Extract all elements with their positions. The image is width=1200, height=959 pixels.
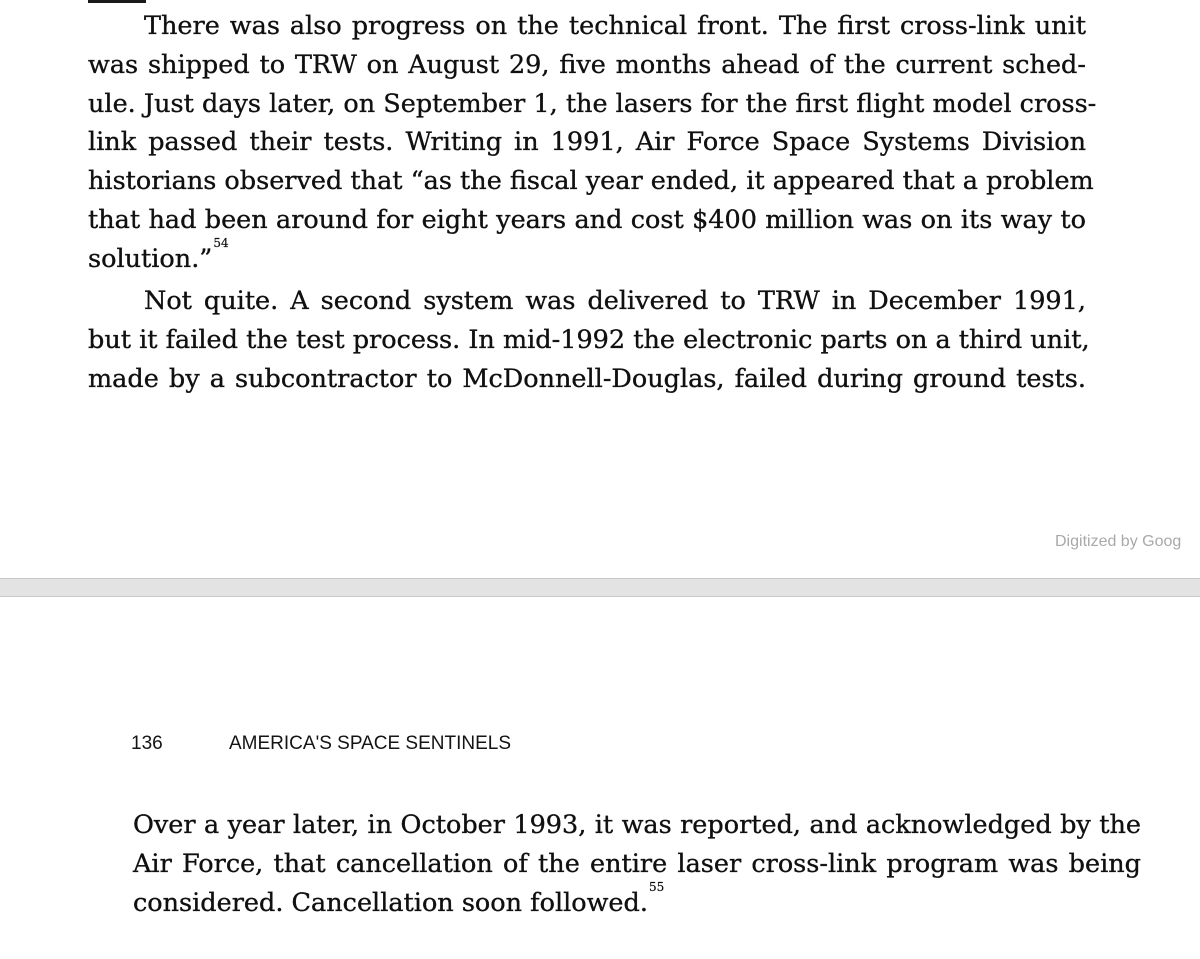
text-line: that had been around for eight years and cost $400 million was on its way to [88, 204, 1086, 235]
page-separator [0, 578, 1200, 597]
text-line: but it failed the test process. In mid-1992 the electronic parts on a third unit, [88, 324, 1090, 355]
digitized-watermark: Digitized by Goog [1055, 533, 1182, 550]
page-number: 136 [131, 733, 163, 754]
text-line-last [133, 880, 1141, 923]
text-line-last [88, 236, 1086, 279]
text-line-content: considered. Cancellation soon followed. [133, 887, 648, 918]
text-line: Not quite. A second system was delivered to TRW in December 1991, [144, 286, 1086, 316]
text-line: Over a year later, in October 1993, it was reported, and acknowledged by the [133, 810, 1141, 840]
footnote-marker[interactable]: 54 [213, 236, 229, 251]
text-line: link passed their tests. Writing in 1991, Air Force Space Systems Division [88, 127, 1086, 158]
text-line: was shipped to TRW on August 29, five months ahead of the current sched- [88, 49, 1086, 80]
paragraph-technical-progress [88, 7, 1097, 279]
text-line: made by a subcontractor to McDonnell-Douglas, failed during ground tests. [88, 363, 1086, 394]
previous-line-fragment [88, 0, 146, 3]
text-line: historians observed that “as the fiscal year ended, it appeared that a problem [88, 166, 1094, 197]
paragraph-cancellation [133, 806, 1141, 922]
footnote-marker[interactable]: 55 [648, 880, 665, 895]
book-title: AMERICA'S SPACE SENTINELS [229, 733, 512, 754]
text-line: There was also progress on the technical front. The first cross-link unit [144, 11, 1086, 41]
text-line: Air Force, that cancellation of the entire laser cross-link program was being [133, 848, 1141, 879]
text-line: ule. Just days later, on September 1, the lasers for the first flight model cross- [88, 88, 1097, 119]
paragraph-not-quite [88, 282, 1090, 398]
text-line-content: solution.” [88, 243, 213, 274]
running-header [131, 733, 511, 755]
